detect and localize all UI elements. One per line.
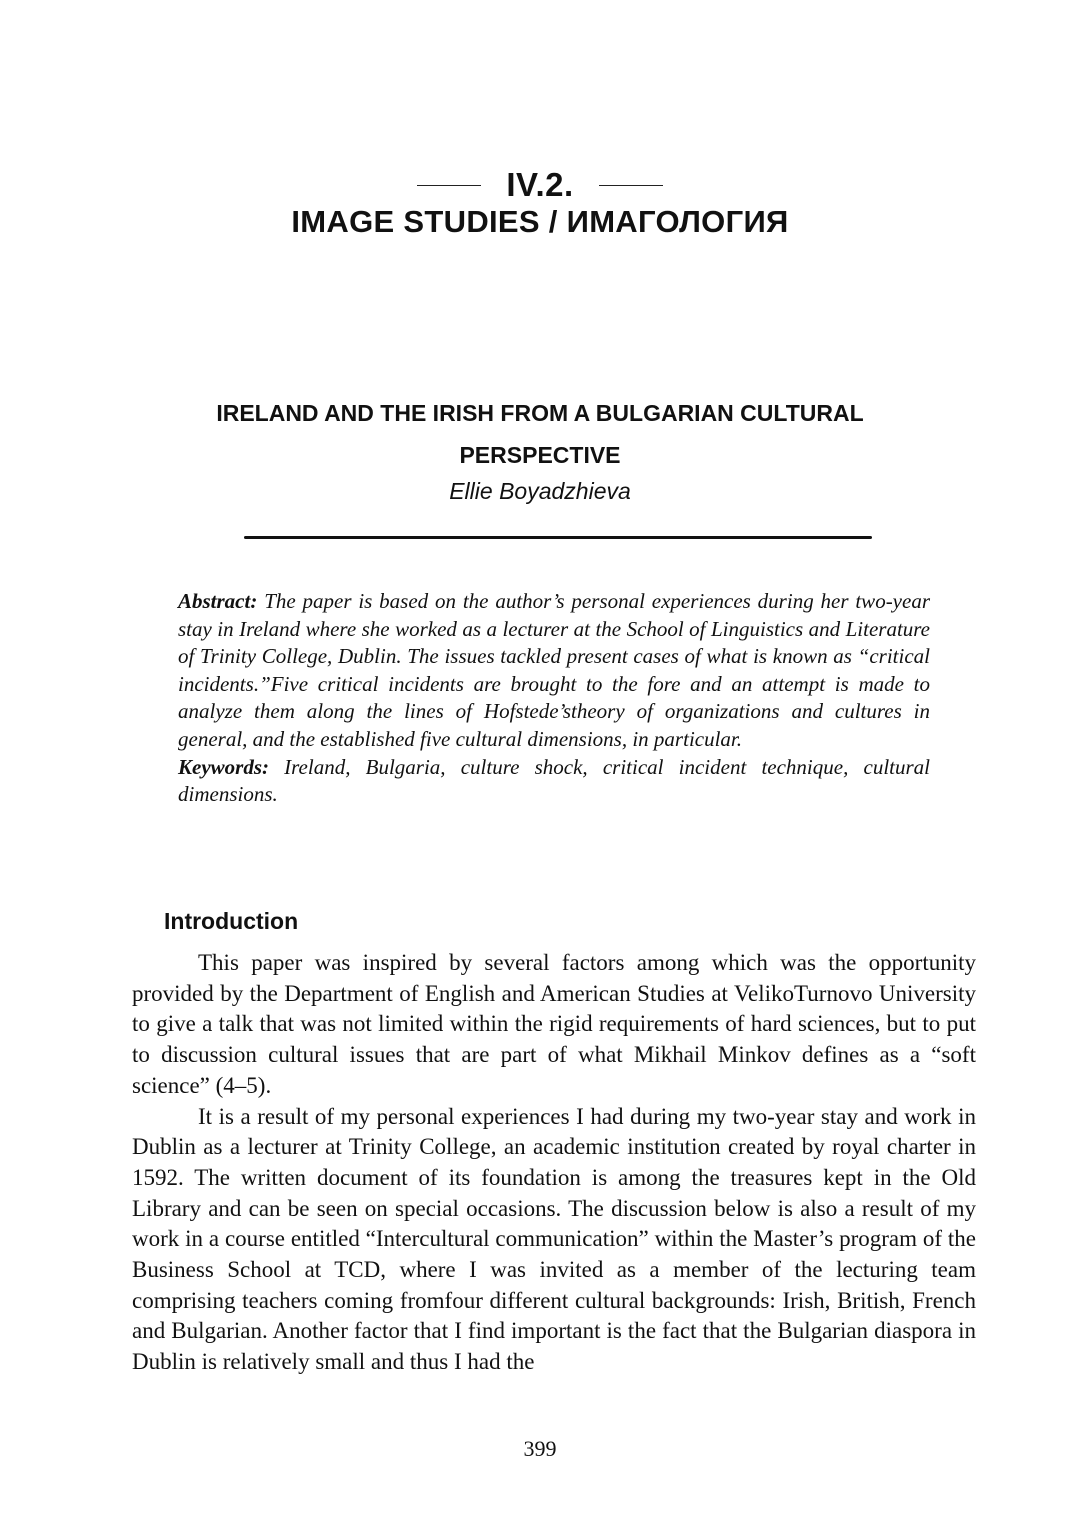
article-title: IRELAND AND THE IRISH FROM A BULGARIAN CULTURAL PERSPECTIVE: [216, 400, 864, 468]
body-paragraph: It is a result of my personal experiences I had during my two-year stay and work in Dublin as a lecturer at Trinity College, an academic institution created by royal charter in 1592. The written document of its foundation is among the treasures kept in the Old Library and can be seen on special occasions. The discussion below is also a result of my work in a course entitled “Intercultural communication” within the Master’s program of the Business School at TCD, where I was invited as a member of the lecturing team comprising teachers coming fromfour different cultural backgrounds: Irish, British, French and Bulgarian. Another factor that I find important is the fact that the Bulgarian diaspora in Dublin is relatively small and thus I had the: [132, 1103, 976, 1375]
keywords-paragraph: [178, 754, 930, 809]
article-author: Ellie Boyadzhieva: [449, 478, 631, 504]
section-number: IV.2.: [506, 166, 574, 203]
section-rule-left: [417, 185, 481, 186]
body-paragraph: This paper was inspired by several factors among which was the opportunity provided by the Department of English and American Studies at VelikoTurnovo University to give a talk that was not limited within the rigid requirements of hard sciences, but to put to discussion cultural issues that are part of what Mikhail Minkov defines as a “soft science” (4–5).: [132, 950, 976, 1098]
title-divider: [244, 536, 872, 539]
section-title: IMAGE STUDIES / ИМАГОЛОГИЯ: [291, 204, 789, 239]
section-rule-right: [599, 185, 663, 186]
section-number-row: [0, 166, 1080, 204]
keywords-label: Keywords:: [178, 754, 269, 779]
abstract-text: The paper is based on the author’s personal experiences during her two-year stay in Ireland where she worked as a lecturer at the School of Linguistics and Literature of Trinity College, Dublin. The issues tackled present cases of what is known as “critical incidents.”Five critical incidents are brought to the fore and an attempt is made to analyze them along the lines of Hofstede’stheory of organizations and cultures in general, and the established five cultural dimensions, in particular.: [178, 589, 930, 751]
keywords-text: Ireland, Bulgaria, culture shock, critical incident technique, cultural dimensions.: [178, 754, 931, 807]
abstract-paragraph: [178, 588, 930, 754]
abstract-label: Abstract:: [178, 589, 258, 613]
abstract-block: [178, 588, 930, 809]
introduction-body: [132, 948, 976, 1378]
introduction-heading: Introduction: [164, 908, 299, 934]
page-number: 399: [523, 1436, 557, 1461]
